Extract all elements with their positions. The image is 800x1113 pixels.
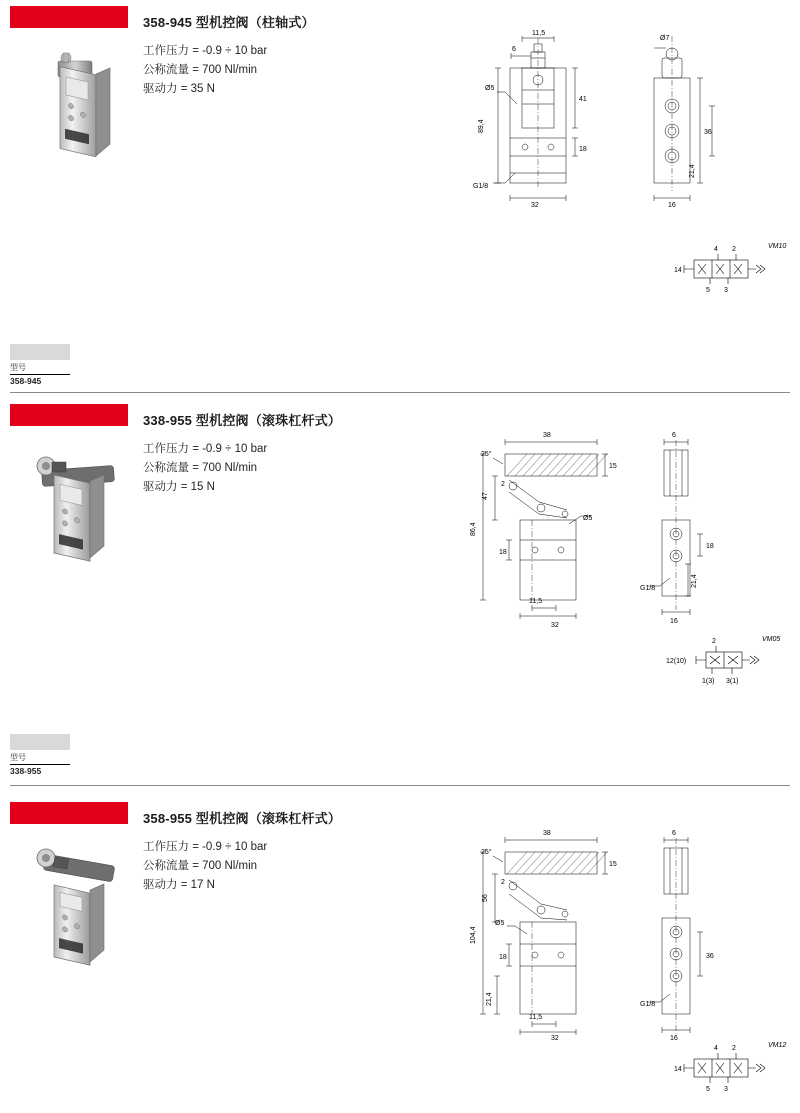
svg-text:38: 38	[543, 432, 551, 439]
svg-text:86,4: 86,4	[470, 522, 477, 536]
svg-text:4: 4	[714, 1045, 718, 1052]
svg-text:12(10): 12(10)	[666, 658, 687, 665]
svg-text:3: 3	[724, 1086, 728, 1093]
product-specs	[143, 838, 267, 895]
model-table-value: 358-945	[10, 376, 42, 386]
svg-text:Ø5: Ø5	[583, 515, 593, 522]
svg-text:14: 14	[674, 1066, 682, 1073]
dimension-drawing-front	[465, 428, 665, 628]
svg-text:6: 6	[672, 830, 676, 837]
accent-bar	[10, 404, 128, 426]
valve-symbol	[660, 632, 792, 688]
svg-text:G1/8: G1/8	[473, 183, 489, 190]
accent-bar	[10, 6, 128, 28]
svg-text:18: 18	[579, 146, 587, 153]
spec-flow: 公称流量 = 700 Nl/min	[143, 64, 258, 76]
dimension-drawing-front	[465, 28, 655, 208]
dimension-drawing-side	[632, 28, 742, 208]
spec-force: 驱动力 = 15 N	[143, 481, 215, 493]
spec-pressure: 工作压力 = -0.9 ÷ 10 bar	[143, 841, 268, 853]
svg-text:Ø5: Ø5	[495, 920, 505, 927]
product-specs	[143, 440, 267, 497]
model-table	[10, 734, 70, 778]
svg-text:VM10: VM10	[768, 243, 787, 250]
divider-2	[10, 785, 790, 786]
svg-text:21,4: 21,4	[486, 992, 493, 1006]
product-specs	[143, 42, 267, 99]
svg-text:89,4: 89,4	[478, 119, 485, 133]
svg-text:25°: 25°	[481, 451, 492, 458]
svg-text:21,4: 21,4	[691, 574, 698, 588]
svg-text:11,5: 11,5	[529, 598, 543, 605]
svg-text:104,4: 104,4	[470, 926, 477, 944]
svg-text:15: 15	[609, 861, 617, 868]
svg-text:2: 2	[501, 879, 505, 886]
svg-text:2: 2	[501, 481, 505, 488]
svg-text:5: 5	[706, 287, 710, 294]
product-photo	[24, 440, 124, 575]
model-table-header: 型号	[10, 361, 70, 375]
spec-flow: 公称流量 = 700 Nl/min	[143, 462, 258, 474]
svg-text:14: 14	[674, 267, 682, 274]
spec-force: 驱动力 = 17 N	[143, 879, 215, 891]
svg-text:5: 5	[706, 1086, 710, 1093]
svg-text:16: 16	[670, 1035, 678, 1041]
svg-text:32: 32	[551, 1035, 559, 1041]
svg-text:VM12: VM12	[768, 1042, 787, 1049]
svg-text:47: 47	[482, 492, 489, 500]
valve-symbol	[672, 238, 792, 298]
svg-text:2: 2	[712, 638, 716, 645]
svg-text:25°: 25°	[481, 849, 492, 856]
svg-text:Ø7: Ø7	[660, 35, 670, 42]
model-table-value: 338-955	[10, 766, 42, 776]
svg-text:3: 3	[724, 287, 728, 294]
divider-1	[10, 392, 790, 393]
spec-flow: 公称流量 = 700 Nl/min	[143, 860, 258, 872]
dimension-drawing-side	[640, 826, 750, 1041]
svg-text:VM05: VM05	[762, 636, 781, 643]
svg-text:36: 36	[706, 953, 714, 960]
svg-text:32: 32	[551, 622, 559, 628]
spec-force: 驱动力 = 35 N	[143, 83, 215, 95]
svg-text:2: 2	[732, 1045, 736, 1052]
svg-text:11,5: 11,5	[529, 1014, 543, 1021]
svg-text:36: 36	[704, 129, 712, 136]
product-photo	[36, 48, 136, 183]
spec-pressure: 工作压力 = -0.9 ÷ 10 bar	[143, 45, 268, 57]
svg-text:56: 56	[482, 894, 489, 902]
svg-text:15: 15	[609, 463, 617, 470]
product-photo	[24, 834, 124, 969]
svg-text:41: 41	[579, 96, 587, 103]
svg-text:1(3): 1(3)	[702, 678, 715, 685]
svg-text:6: 6	[512, 46, 516, 53]
product-title: 358-955 型机控阀（滚珠杠杆式）	[143, 811, 342, 826]
product-title: 358-945 型机控阀（柱轴式）	[143, 15, 315, 30]
svg-text:G1/8: G1/8	[640, 585, 656, 592]
valve-symbol	[672, 1037, 792, 1097]
dimension-drawing-front	[465, 826, 665, 1041]
dimension-drawing-side	[640, 428, 750, 628]
svg-text:11,5: 11,5	[532, 30, 546, 37]
svg-text:21,4: 21,4	[689, 164, 696, 178]
svg-text:4: 4	[714, 246, 718, 253]
svg-text:Ø5: Ø5	[485, 85, 495, 92]
model-table-swatch	[10, 344, 70, 361]
spec-pressure: 工作压力 = -0.9 ÷ 10 bar	[143, 443, 268, 455]
svg-text:G1/8: G1/8	[640, 1001, 656, 1008]
svg-text:32: 32	[531, 202, 539, 208]
accent-bar	[10, 802, 128, 824]
product-title: 338-955 型机控阀（滚珠杠杆式）	[143, 413, 342, 428]
svg-text:18: 18	[706, 543, 714, 550]
svg-text:18: 18	[499, 954, 507, 961]
svg-text:16: 16	[668, 202, 676, 208]
svg-text:2: 2	[732, 246, 736, 253]
svg-text:3(1): 3(1)	[726, 678, 739, 685]
svg-text:18: 18	[499, 549, 507, 556]
svg-text:38: 38	[543, 830, 551, 837]
model-table-swatch	[10, 734, 70, 751]
svg-text:16: 16	[670, 618, 678, 625]
svg-text:6: 6	[672, 432, 676, 439]
model-table-header: 型号	[10, 751, 70, 765]
model-table	[10, 344, 70, 388]
